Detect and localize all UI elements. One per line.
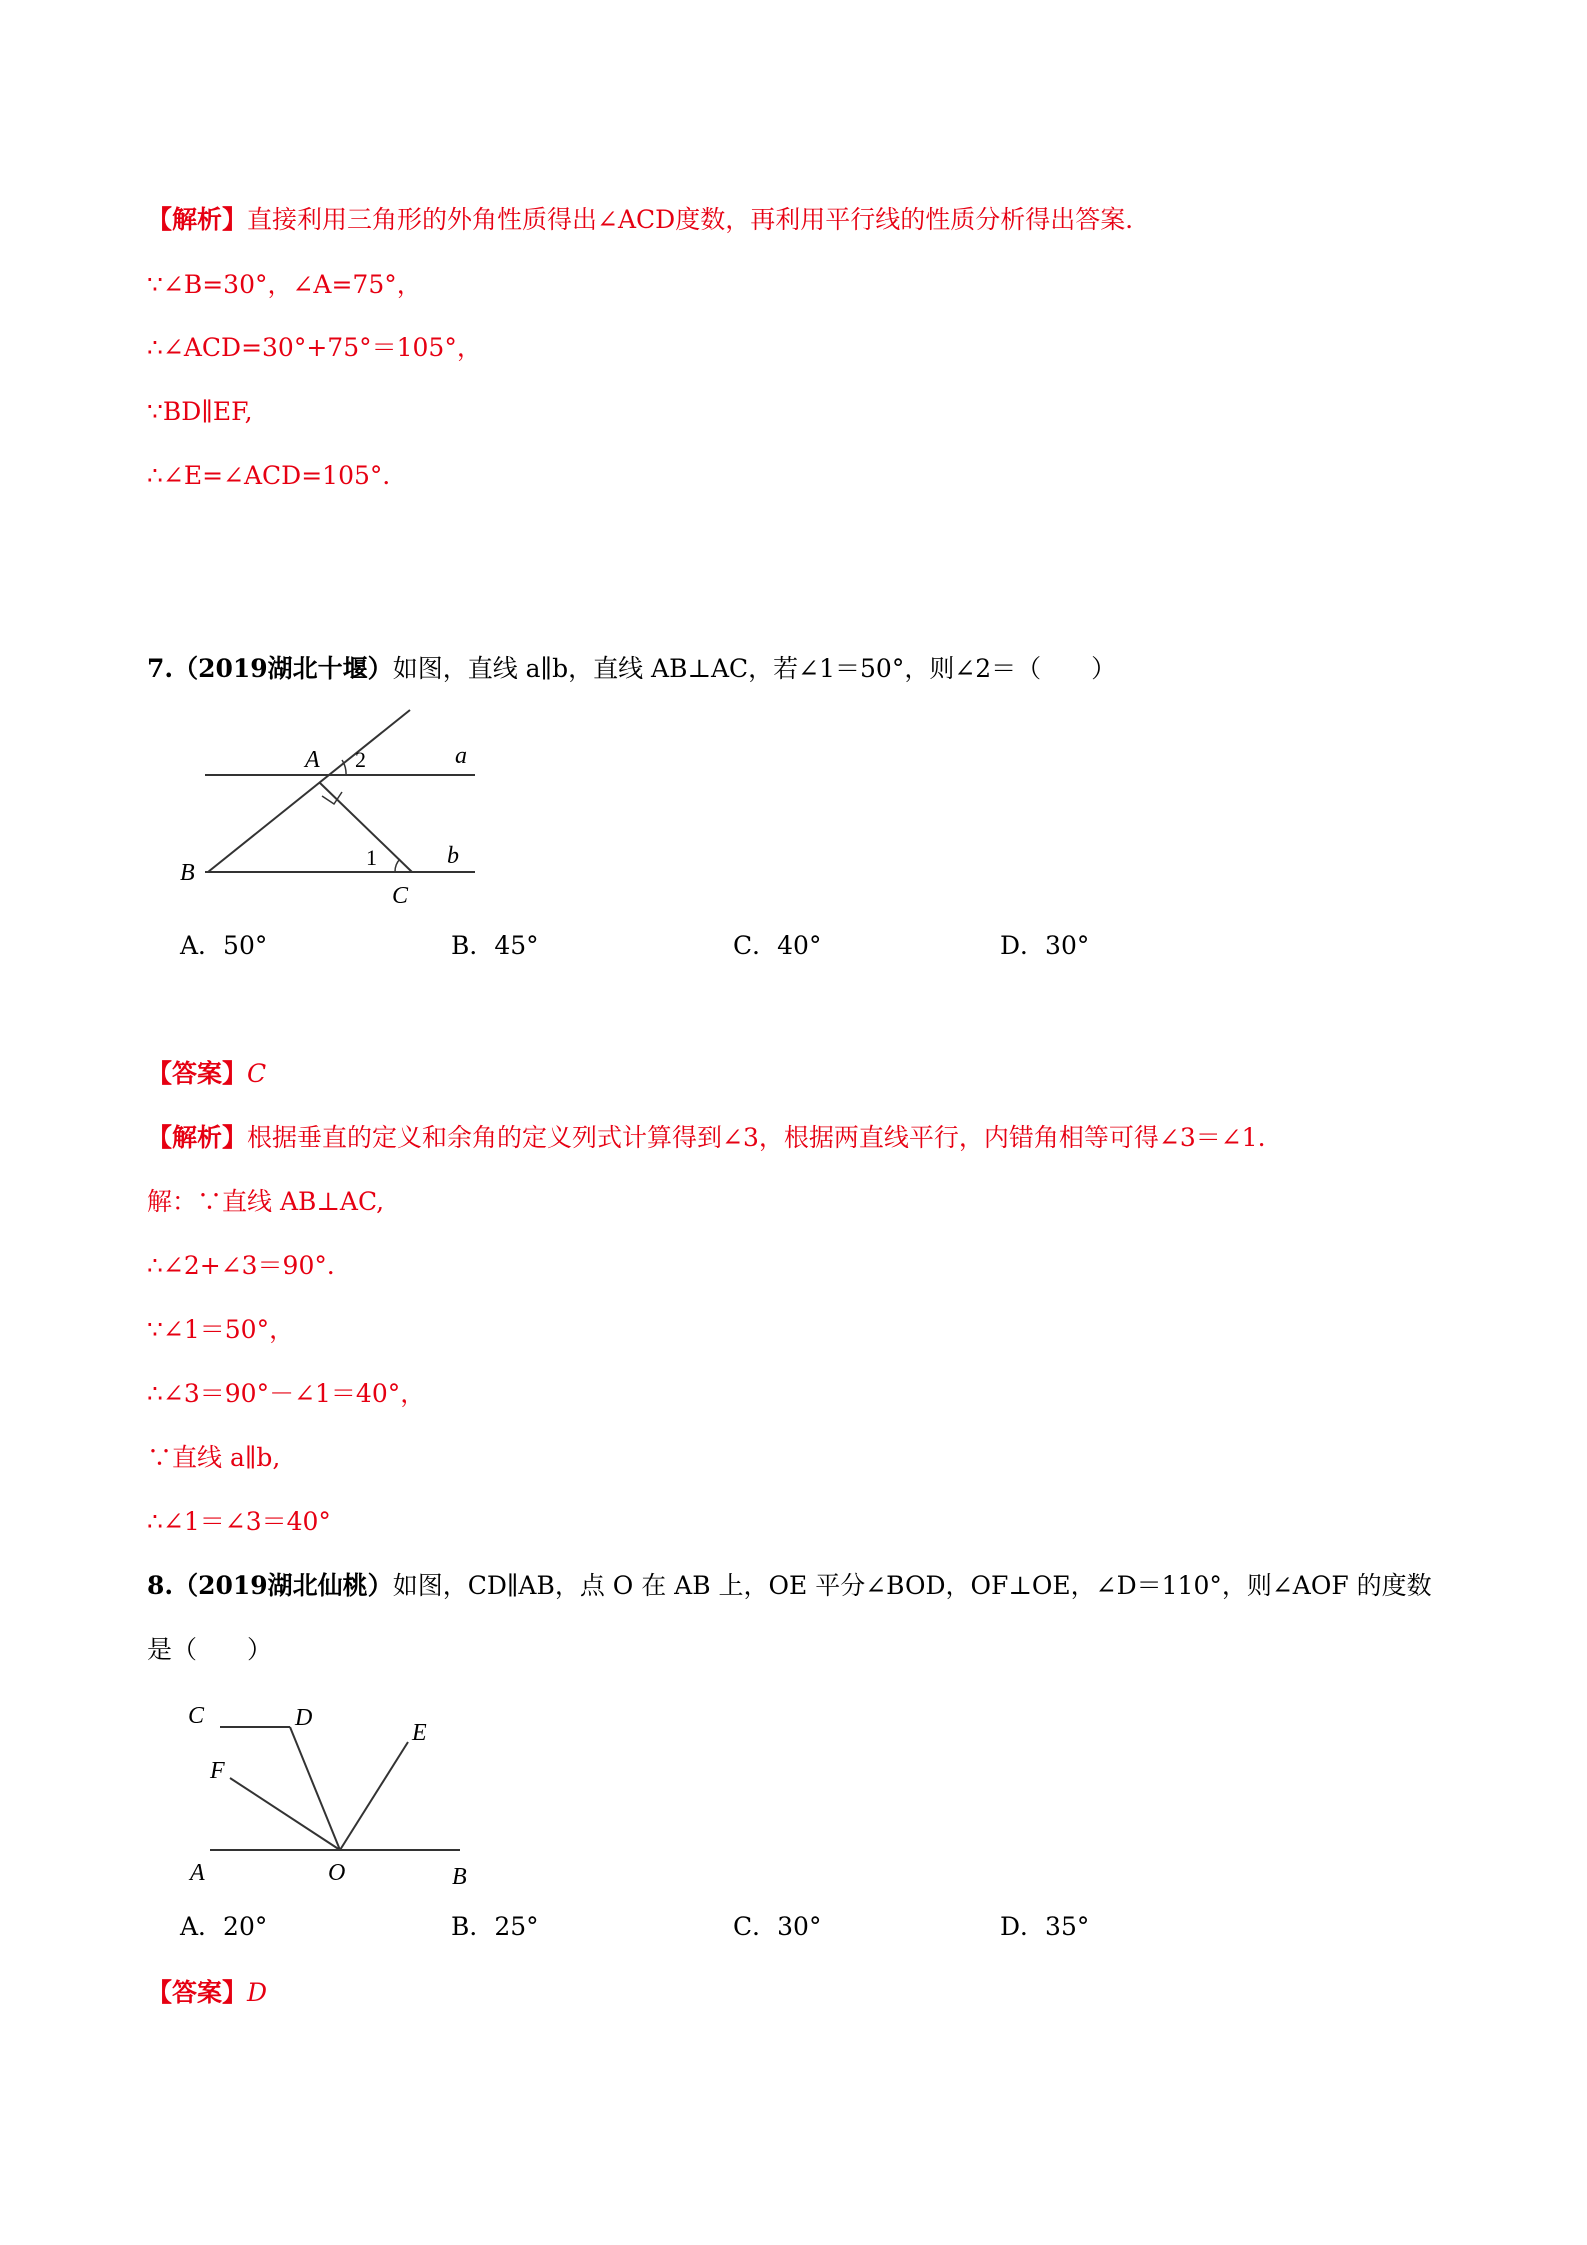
step-line: ∵直线 a∥b,: [147, 1443, 281, 1472]
step-line: 解：∵直线 AB⊥AC,: [147, 1187, 385, 1216]
option-c: C．30°: [733, 1912, 822, 1941]
line-AB: [208, 710, 410, 872]
analysis-tag: 【解析】: [147, 205, 248, 234]
option-b: B．25°: [451, 1912, 539, 1941]
label-D: D: [295, 1705, 313, 1731]
label-O: O: [328, 1860, 346, 1886]
analysis-tag: 【解析】: [147, 1123, 248, 1152]
label-E: E: [412, 1720, 427, 1746]
option-a: A．20°: [180, 1912, 268, 1941]
label-A: A: [305, 747, 320, 773]
step-line: ∵∠1＝50°，: [147, 1315, 295, 1344]
answer-line-7: [147, 1057, 266, 1091]
question-8: [147, 1569, 1432, 1603]
step-line: ∴∠E=∠ACD=105°．: [147, 461, 408, 490]
figure-q8: [180, 1690, 490, 1890]
option-c: C．40°: [733, 931, 822, 960]
question-stem: 如图，CD∥AB，点 O 在 AB 上，OE 平分∠BOD，OF⊥OE，∠D＝110°，则∠AOF 的度数: [392, 1571, 1432, 1600]
option-d: D．30°: [1000, 931, 1090, 960]
question-source: 7.（2019湖北十堰）: [147, 654, 393, 683]
label-2: 2: [355, 747, 366, 772]
step-line: ∵BD∥EF,: [147, 397, 253, 426]
analysis-line-7: [147, 1121, 1266, 1155]
question-8-continued: 是（ ）: [147, 1635, 273, 1664]
option-d: D．35°: [1000, 1912, 1090, 1941]
figure-q7: [180, 700, 500, 910]
answer-line-8: [147, 1976, 267, 2010]
question-stem: 如图，直线 a∥b，直线 AB⊥AC，若∠1＝50°，则∠2＝（ ）: [392, 654, 1117, 683]
analysis-text: 根据垂直的定义和余角的定义列式计算得到∠3，根据两直线平行，内错角相等可得∠3＝∠1.: [247, 1123, 1266, 1152]
label-A: A: [190, 1860, 205, 1886]
answer-value: D: [247, 1978, 268, 2007]
label-C: C: [392, 883, 409, 909]
step-line: ∴∠2+∠3＝90°．: [147, 1251, 352, 1280]
label-1: 1: [366, 845, 377, 870]
label-a: a: [455, 743, 467, 769]
label-B: B: [180, 860, 195, 886]
question-7: [147, 652, 1116, 686]
analysis-text: 直接利用三角形的外角性质得出∠ACD度数，再利用平行线的性质分析得出答案．: [247, 205, 1151, 234]
label-B: B: [452, 1864, 467, 1890]
option-b: B．45°: [451, 931, 539, 960]
step-line: ∴∠1＝∠3＝40°: [147, 1507, 331, 1536]
answer-tag: 【答案】: [147, 1059, 248, 1088]
ray-OF: [230, 1778, 340, 1850]
label-F: F: [210, 1758, 225, 1784]
answer-value: C: [247, 1059, 267, 1088]
label-b: b: [447, 843, 459, 869]
question-source: 8.（2019湖北仙桃）: [147, 1571, 393, 1600]
step-line: ∴∠3＝90°－∠1＝40°，: [147, 1379, 426, 1408]
answer-tag: 【答案】: [147, 1978, 248, 2007]
step-line: ∴∠ACD=30°+75°＝105°，: [147, 333, 482, 362]
angle-1-arc: [395, 859, 400, 872]
option-a: A．50°: [180, 931, 268, 960]
label-C: C: [188, 1703, 205, 1729]
step-line: ∵∠B=30°，∠A=75°，: [147, 270, 422, 299]
analysis-line-6: [147, 203, 1150, 237]
segment-OD: [290, 1727, 340, 1850]
ray-OE: [340, 1742, 408, 1850]
